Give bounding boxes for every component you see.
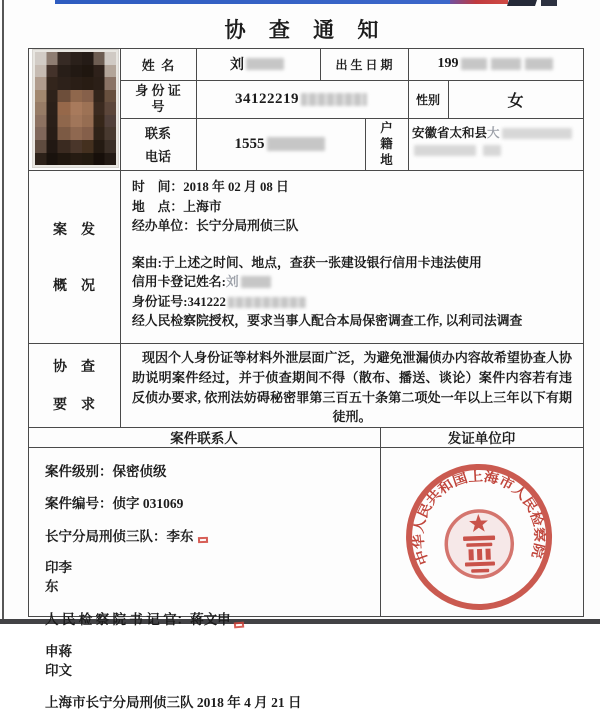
- seal-header: 发证单位印: [447, 431, 516, 446]
- case-authorize: 经人民检察院授权，要求当事人配合本局保密调查工作, 以利司法调查: [132, 314, 523, 328]
- left-edge-line: [2, 0, 4, 624]
- idnumber-value: [196, 80, 408, 118]
- phone-visible: 1555: [234, 135, 265, 152]
- case-contact-block: 案件级别：保密侦级 案件编号：侦字 031069 长宁分局刑侦三队：李东 印李 东 人 民 检 察 院 书 记 官：蒋文申 申蒋 印文 上海市长宁分局刑侦三队 2018 年 4 月 21 日: [28, 447, 380, 615]
- redaction-block: [483, 145, 501, 156]
- document-title: 协 查 通 知: [224, 18, 388, 42]
- redaction-block: [228, 297, 306, 308]
- phone-value: [196, 118, 365, 170]
- officer-name-stamp: [197, 537, 207, 543]
- birthdate-label: 出 生 日 期: [335, 57, 393, 72]
- registry-label: 户籍地: [380, 121, 393, 167]
- contact-header: 案件联系人: [170, 431, 238, 446]
- redaction-block: [414, 145, 476, 156]
- top-bar-red: [450, 0, 508, 4]
- case-unit: 经办单位：长宁分局刑侦三队: [132, 219, 299, 233]
- top-bar-blue: [55, 0, 450, 4]
- redaction-block: [502, 128, 572, 139]
- case-number: 案件编号：侦字 031069: [45, 496, 184, 511]
- spacer: [132, 237, 572, 254]
- redaction-block: [301, 93, 367, 106]
- redaction-block: [267, 137, 325, 151]
- procuratorate-clerk: 人 民 检 察 院 书 记 官：蒋文申: [45, 610, 380, 629]
- redaction-block: [246, 58, 284, 70]
- birthdate-value: [408, 48, 584, 80]
- case-level: 案件级别：保密侦级: [45, 464, 167, 479]
- registry-value: [408, 118, 583, 170]
- portrait-photo: [33, 50, 118, 167]
- national-emblem-icon: [445, 510, 513, 578]
- seal-ring-text: 中华人民共和国上海市人民检察院: [410, 468, 548, 567]
- assist-text: 现因个人身份证等材料外泄层面广泛，为避免泄漏侦办内容故希望协查人协助说明案件经过，并于侦查期间不得（散布、播送、谈论）案件内容若有违反侦办要求, 依刑法妨碍秘密罪第三百五十条第二项处一年以上三年以下有期徒刑。: [132, 350, 572, 425]
- official-round-seal: [396, 452, 562, 620]
- assist-label: 协 查 要 求: [53, 360, 95, 413]
- phone-label: 联系 电话: [144, 125, 171, 165]
- issuing-line: 上海市长宁分局刑侦三队 2018 年 4 月 21 日: [45, 695, 302, 710]
- seal-graphic: [393, 449, 565, 623]
- redaction-block: [525, 58, 553, 70]
- case-cause: 案由:于上述之时间、地点，查获一张建设银行信用卡违法使用: [132, 255, 482, 270]
- case-id-line: 身份证号:341222: [132, 293, 572, 313]
- top-bar-dark-blob: [507, 0, 537, 6]
- redaction-block: [491, 58, 521, 70]
- idnumber-visible: 34122219: [235, 90, 299, 107]
- registry-visible: 安徽省太和县: [412, 126, 488, 140]
- table-line: [380, 427, 381, 616]
- gender-label: 性别: [415, 92, 440, 107]
- gender-value: 女: [507, 92, 524, 110]
- redaction-block: [241, 276, 271, 288]
- name-visible: 刘: [230, 58, 244, 73]
- case-overview-content: [120, 170, 584, 343]
- case-card-name: 信用卡登记姓名:刘: [132, 273, 572, 293]
- registry-faint: 大: [487, 126, 500, 140]
- birthdate-visible: 199: [437, 56, 459, 71]
- redaction-block: [461, 58, 487, 70]
- name-label: 姓 名: [141, 57, 175, 73]
- name-value: [196, 48, 320, 80]
- case-time: 时 间：2018 年 02 月 08 日: [132, 180, 289, 194]
- top-bar-dark-blob2: [541, 0, 557, 6]
- idnumber-label: 身 份 证 号: [135, 83, 181, 114]
- clerk-name-stamp: [233, 622, 243, 629]
- case-overview-label: 案 发 概 况: [53, 222, 95, 294]
- case-team-officer: 长宁分局刑侦三队：李东: [45, 527, 380, 546]
- case-place: 地 点：上海市: [132, 199, 222, 214]
